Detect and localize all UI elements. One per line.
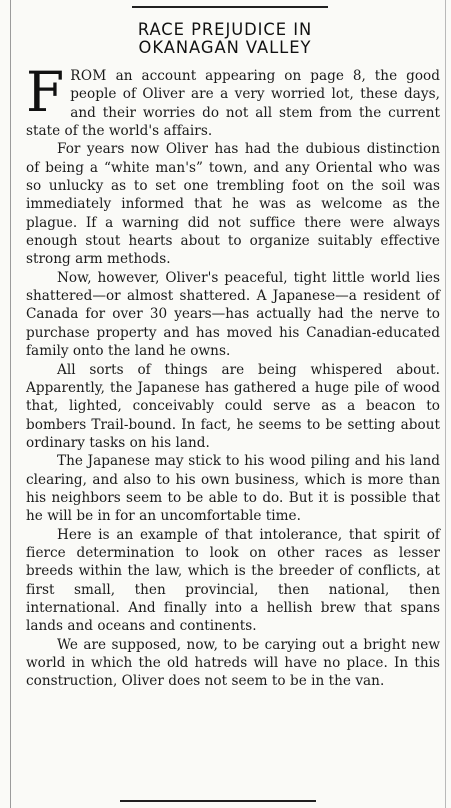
article-body <box>26 60 440 691</box>
paragraph-1 <box>26 60 440 140</box>
drop-cap: F <box>26 60 65 124</box>
paragraph-1-text: an account appearing on page 8, the good people of Oliver are a very worried lot, these days, and their worries do not all stem from the current state of the world's affairs. <box>26 68 440 140</box>
headline-line-2: OKANAGAN VALLEY <box>138 38 312 58</box>
headline-line-1: RACE PREJUDICE IN <box>137 20 313 40</box>
right-column-rule <box>445 0 446 808</box>
left-column-rule <box>10 0 11 808</box>
paragraph-6: Here is an example of that intolerance, that spirit of fierce determination to look on other races as lesser breeds within the law, which is the breeder of conflicts, at first small, then provincial, then national, then international. And finally into a hellish brew that spans lands and oceans and continents. <box>26 526 440 635</box>
paragraph-3: Now, however, Oliver's peaceful, tight little world lies shattered—or almost shattered. A Japanese—a resident of Canada for over 30 years—has actually had the nerve to purchase property and has moved his Canadian-educated family onto the land he owns. <box>26 269 440 360</box>
bottom-rule <box>120 800 316 802</box>
paragraph-2: For years now Oliver has had the dubious distinction of being a “white man's” town, and any Oriental who was so unlucky as to set one trembling foot on the soil was immediately informed that he was as welcome as the plague. If a warning did not suffice there were always enough stout hearts about to organize suitably effective strong arm methods. <box>26 141 440 268</box>
paragraph-5: The Japanese may stick to his wood piling and his land clearing, and also to his own business, which is more than his neighbors seem to be able to do. But it is possible that he will be in for an uncomfortable time. <box>26 453 440 525</box>
paragraph-4: All sorts of things are being whispered about. Apparently, the Japanese has gathered a huge pile of wood that, lighted, conceivably could serve as a beacon to bombers Trail-bound. In fact, he seems to be setting about ordinary tasks on his land. <box>26 361 440 451</box>
lead-in-smallcaps: ROM <box>70 68 107 84</box>
paragraph-7: We are supposed, now, to be carying out a bright new world in which the old hatreds will have no place. In this construction, Oliver does not seem to be in the van. <box>26 636 440 690</box>
top-rule <box>132 6 328 8</box>
